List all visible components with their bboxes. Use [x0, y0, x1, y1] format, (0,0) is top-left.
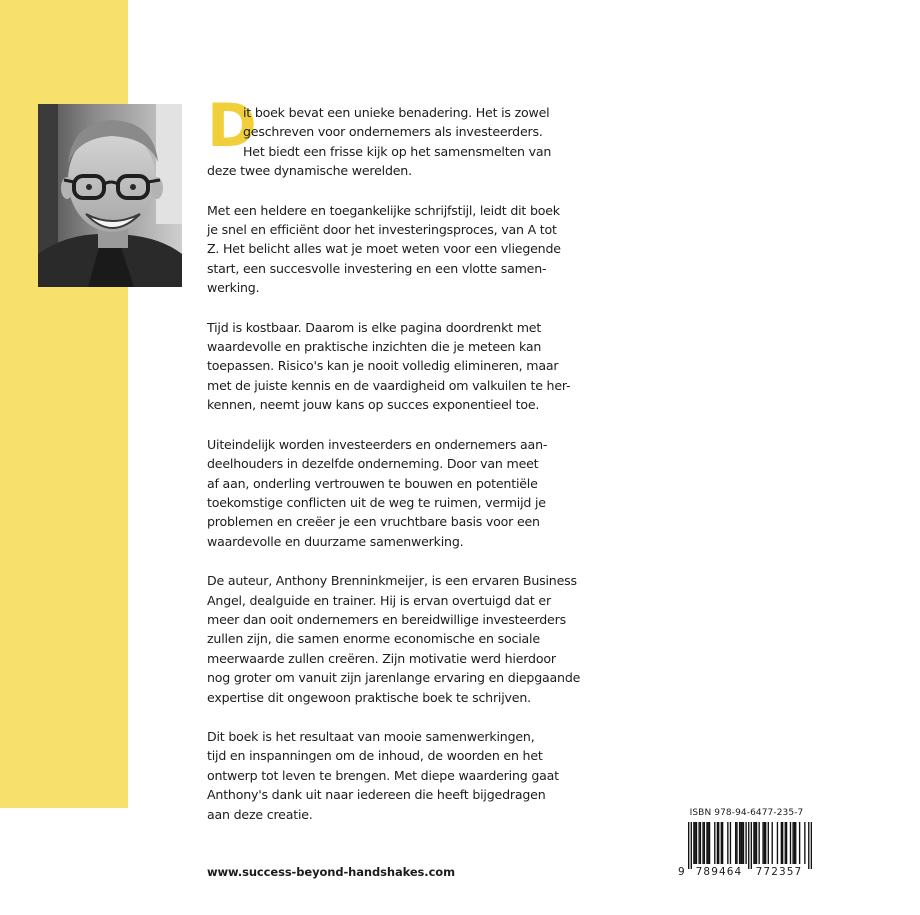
author-portrait-icon: [38, 104, 182, 287]
dropcap-lines: [243, 103, 567, 161]
barcode-bar: [743, 822, 744, 864]
barcode-bar: [698, 822, 699, 864]
barcode-bar: [693, 822, 694, 864]
barcode-bar: [799, 822, 800, 864]
barcode-digits: [678, 866, 815, 878]
website-url: www.success-beyond-handshakes.com: [207, 865, 455, 879]
barcode-bar: [792, 822, 793, 864]
barcode-bar: [765, 822, 766, 864]
text-line: deelhouders in dezelfde onderneming. Door van meet: [207, 456, 539, 472]
barcode-bar: [696, 822, 697, 864]
text-line: zullen zijn, die samen enorme economische en sociale: [207, 631, 540, 647]
text-line: Uiteindelijk worden investeerders en ondernemers aan-: [207, 436, 548, 452]
text-line: tijd en inspanningen om de inhoud, de woorden en het: [207, 748, 543, 764]
text-line: Dit boek is het resultaat van mooie samenwerkingen,: [207, 728, 535, 744]
text-line: kennen, neemt jouw kans op succes exponentieel toe.: [207, 397, 540, 413]
text-line: it boek bevat een unieke benadering. Het is zowel: [243, 105, 550, 120]
barcode-bars: [688, 822, 812, 869]
blurb-paragraph-6: [207, 727, 567, 824]
text-line: waardevolle en praktische inzichten die je meteen kan: [207, 339, 542, 355]
text-line: problemen en creëer je een vruchtbare basis voor een: [207, 514, 540, 530]
barcode-bar: [745, 822, 746, 864]
barcode-bar: [702, 822, 703, 864]
blurb-paragraph-3: [207, 318, 571, 415]
barcode-bar: [764, 822, 765, 864]
barcode-bar: [768, 822, 769, 864]
barcode-icon: [688, 822, 812, 869]
barcode-bar: [736, 822, 737, 864]
barcode-bar: [751, 822, 752, 869]
barcode-bar: [721, 822, 722, 864]
barcode-bar: [790, 822, 791, 864]
barcode-bar: [717, 822, 718, 864]
barcode-bar: [700, 822, 701, 864]
barcode-bar: [782, 822, 783, 864]
drop-cap-letter: D: [207, 91, 257, 161]
text-line: aan deze creatie.: [207, 806, 313, 822]
text-line: af aan, onderling vertrouwen te bouwen en potentiële: [207, 475, 538, 491]
text-line: deze twee dynamische werelden.: [207, 163, 412, 179]
barcode-bar: [758, 822, 759, 864]
barcode-digit-group-2: 772357: [755, 866, 803, 878]
barcode-bar: [781, 822, 782, 864]
barcode-bar: [772, 822, 773, 864]
barcode-bar: [708, 822, 709, 864]
barcode-bar: [762, 822, 763, 864]
barcode-lead-digit: 9: [678, 866, 686, 878]
blurb-paragraph-4: [207, 435, 567, 551]
barcode-bar: [739, 822, 740, 864]
barcode-bar: [730, 822, 731, 864]
barcode-bar: [695, 822, 696, 864]
author-photo: [38, 104, 182, 287]
barcode-bar: [804, 822, 805, 864]
barcode-digit-group-1: 789464: [695, 866, 743, 878]
text-line: toekomstige conflicten uit de weg te ruimen, vermijd je: [207, 494, 546, 510]
barcode-bar: [714, 822, 715, 864]
back-cover-blurb: [207, 91, 581, 844]
barcode-bar: [777, 822, 778, 864]
barcode-bar: [691, 822, 692, 869]
text-line: met de juiste kennis en de vaardigheid om valkuilen te her-: [207, 377, 571, 393]
blurb-paragraph-5: [207, 571, 581, 707]
barcode-bar: [748, 822, 749, 869]
isbn-label: ISBN 978-94-6477-235-7: [689, 808, 804, 818]
blurb-paragraph-2: [207, 201, 567, 298]
text-line: Z. Het belicht alles wat je moet weten voor een vliegende: [207, 241, 561, 257]
text-line: je snel en efficiënt door het investeringsproces, van A tot: [207, 222, 557, 238]
text-line: Anthony's dank uit naar iedereen die heeft bijgedragen: [207, 787, 546, 803]
text-line: Angel, dealguide en trainer. Hij is ervan overtuigd dat er: [207, 592, 551, 608]
text-line: meerwaarde zullen creëren. Zijn motivatie werd hierdoor: [207, 650, 556, 666]
barcode-bar: [742, 822, 743, 864]
barcode-bar: [753, 822, 754, 864]
barcode-bar: [785, 822, 786, 864]
text-line: expertise dit ongewoon praktische boek te schrijven.: [207, 689, 531, 705]
text-line: werking.: [207, 280, 260, 296]
barcode-bar: [755, 822, 756, 864]
barcode-bar: [795, 822, 796, 864]
barcode-bar: [704, 822, 705, 864]
barcode-bar: [808, 822, 809, 869]
text-line: De auteur, Anthony Brenninkmeijer, is een ervaren Business: [207, 573, 577, 589]
barcode-bar: [794, 822, 795, 864]
text-line: Tijd is kostbaar. Daarom is elke pagina doordrenkt met: [207, 319, 542, 335]
text-line: meer dan ooit ondernemers en bereidwillige investeerders: [207, 611, 566, 627]
barcode-bar: [811, 822, 812, 869]
barcode-bar: [718, 822, 719, 864]
text-line: ontwerp tot leven te brengen. Met diepe waardering gaat: [207, 767, 559, 783]
blurb-paragraph-1: [207, 91, 567, 161]
barcode-bar: [722, 822, 723, 864]
text-line: geschreven voor ondernemers als investeerders.: [243, 124, 543, 140]
barcode-bar: [786, 822, 787, 864]
text-line: waardevolle en duurzame samenwerking.: [207, 533, 464, 549]
isbn-barcode: [678, 808, 815, 880]
barcode-bar: [756, 822, 757, 864]
barcode-bar: [688, 822, 689, 869]
barcode-bar: [706, 822, 707, 864]
text-line: start, een succesvolle investering en een vlotte samen-: [207, 260, 547, 276]
text-line: Het biedt een frisse kijk op het samensmelten van: [243, 143, 552, 159]
barcode-bar: [735, 822, 736, 864]
barcode-bar: [709, 822, 710, 864]
barcode-bar: [727, 822, 728, 864]
text-line: Met een heldere en toegankelijke schrijfstijl, leidt dit boek: [207, 202, 560, 218]
barcode-bar: [740, 822, 741, 864]
text-line: nog groter om vanuit zijn jarenlange ervaring en diepgaande: [207, 670, 581, 686]
blurb-paragraph-1-tail: [207, 161, 567, 180]
text-line: toepassen. Risico's kan je nooit volledig elimineren, maar: [207, 358, 559, 374]
